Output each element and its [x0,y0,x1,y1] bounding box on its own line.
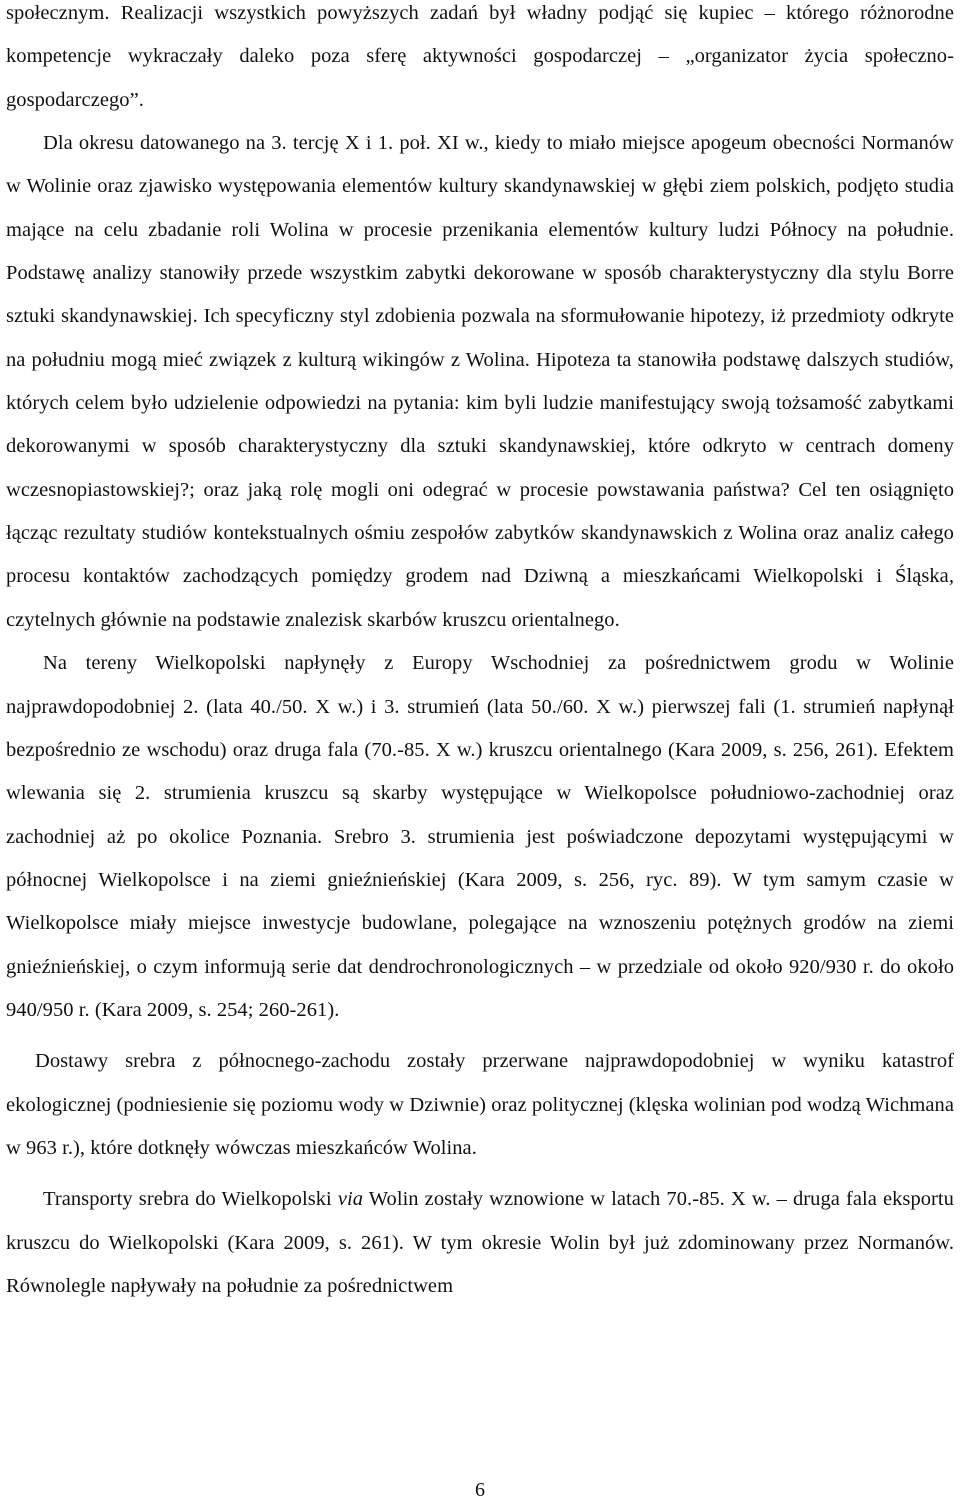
paragraph-gap [6,1170,954,1178]
paragraph-borre-style-study: Dla okresu datowanego na 3. tercję X i 1. poł. XI w., kiedy to miało miejsce apogeum obecności Normanów w Wolinie oraz zjawisko występowania elementów kultury skandynawskiej w głębi ziem polskich, podjęto studia mające na celu zbadanie roli Wolina w procesie przenikania elementów kultury ludzi Północy na południe. Podstawę analizy stanowiły przede wszystkim zabytki dekorowane w sposób charakterystyczny dla stylu Borre sztuki skandynawskiej. Ich specyficzny styl zdobienia pozwala na sformułowanie hipotezy, iż przedmioty odkryte na południu mogą mieć związek z kulturą wikingów z Wolina. Hipoteza ta stanowiła podstawę dalszych studiów, których celem było udzielenie odpowiedzi na pytania: kim byli ludzie manifestujący swoją tożsamość zabytkami dekorowanymi w sposób charakterystyczny dla sztuki skandynawskiej, które odkryto w centrach domeny wczesnopiastowskiej?; oraz jaką rolę mogli oni odegrać w procesie powstawania państwa? Cel ten osiągnięto łącząc rezultaty studiów kontekstualnych ośmiu zespołów zabytków skandynawskich z Wolina oraz analiz całego procesu kontaktów zachodzących pomiędzy grodem nad Dziwną a mieszkańcami Wielkopolski i Śląska, czytelnych głównie na podstawie znalezisk skarbów kruszcu orientalnego. [6,132,954,631]
paragraph-silver-transport-resumed [6,1178,954,1308]
paragraph-silver-supply-interrupted: Dostawy srebra z północnego-zachodu zostały przerwane najprawdopodobniej w wyniku katastrof ekologicznej (podniesienie się poziomu wody w Dziwnie) oraz politycznej (klęska wolinian pod wodzą Wichmana w 963 r.), które dotknęły wówczas mieszkańców Wolina. [6,1050,954,1159]
italic-term: via [337,1188,364,1211]
text-run: Wolin zostały wznowione w latach 70.-85. X w. – druga fala eksportu kruszcu do Wielkopolski (Kara 2009, s. 261). W tym okresie Wolin był już zdominowany przez Normanów. Równolegle napływały na południe za pośrednictwem [6,1188,954,1297]
paragraph-continuation: społecznym. Realizacji wszystkich powyższych zadań był władny podjąć się kupiec – którego różnorodne kompetencje wykraczały daleko poza sferę aktywności gospodarczej – „organizator życia społeczno-gospodarczego”. [6,2,954,111]
paragraph-silver-streams: Na tereny Wielkopolski napłynęły z Europy Wschodniej za pośrednictwem grodu w Wolinie najprawdopodobniej 2. (lata 40./50. X w.) i 3. strumień (lata 50./60. X w.) pierwszej fali (1. strumień napłynął bezpośrednio ze wschodu) oraz druga fala (70.-85. X w.) kruszcu orientalnego (Kara 2009, s. 256, 261). Efektem wlewania się 2. strumienia kruszcu są skarby występujące w Wielkopolsce południowo-zachodniej oraz zachodniej aż po okolice Poznania. Srebro 3. strumienia jest poświadczone depozytami występującymi w północnej Wielkopolsce i na ziemi gnieźnieńskiej (Kara 2009, s. 256, ryc. 89). W tym samym czasie w Wielkopolsce miały miejsce inwestycje budowlane, polegające na wznoszeniu potężnych grodów na ziemi gnieźnieńskiej, o czym informują serie dat dendrochronologicznych – w przedziale od około 920/930 r. do około 940/950 r. (Kara 2009, s. 254; 260-261). [6,652,954,1021]
document-page [6,0,954,1308]
paragraph-gap [6,1032,954,1040]
page-number: 6 [475,1479,485,1501]
text-run: Transporty srebra do Wielkopolski [43,1188,338,1211]
